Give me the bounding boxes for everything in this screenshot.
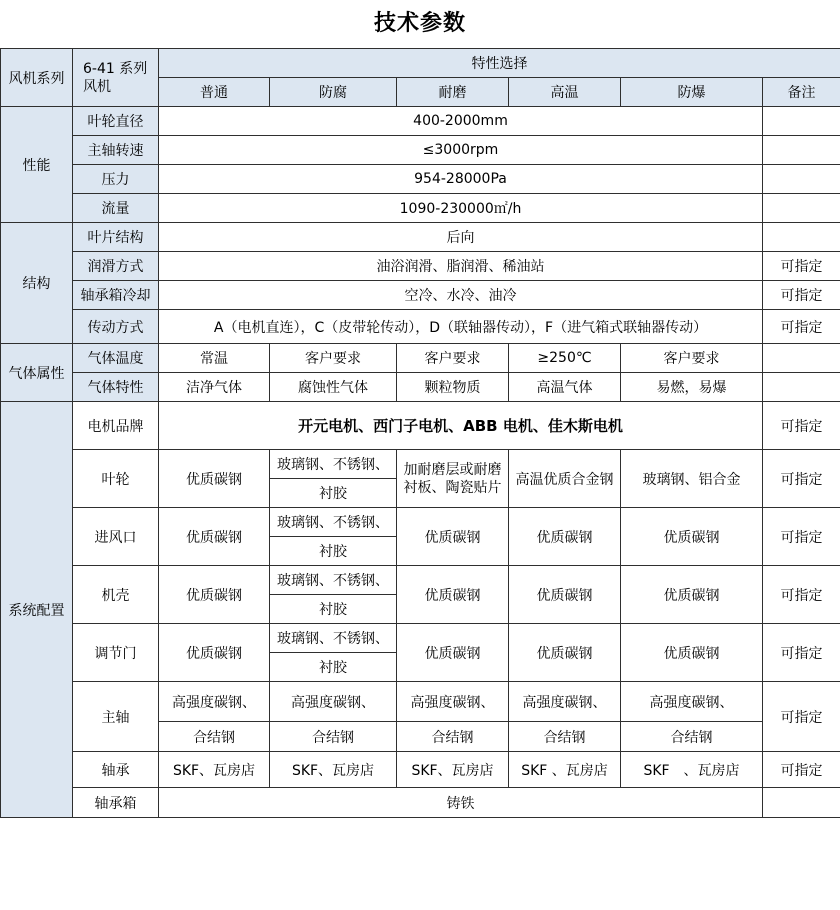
row-value: 油浴润滑、脂润滑、稀油站 <box>159 252 763 281</box>
group-gas: 气体属性 <box>1 344 73 402</box>
row-remark: 可指定 <box>763 252 840 281</box>
row-remark: 可指定 <box>763 508 840 566</box>
row-label: 机壳 <box>73 566 159 624</box>
header-fan-series: 风机系列 <box>1 49 73 107</box>
row-remark <box>763 788 840 818</box>
row-value: A（电机直连），C（皮带轮传动），D（联轴器传动），F（进气箱式联轴器传动） <box>159 310 763 344</box>
cell: 衬胶 <box>270 595 397 624</box>
cell: 优质碳钢 <box>509 566 621 624</box>
row-label: 叶轮 <box>73 450 159 508</box>
row-label: 叶轮直径 <box>73 107 159 136</box>
row-value: 1090-230000㎡/h <box>159 194 763 223</box>
cell: 腐蚀性气体 <box>270 373 397 402</box>
cell: 合结钢 <box>270 722 397 752</box>
cell: SKF、瓦房店 <box>270 752 397 788</box>
cell: 优质碳钢 <box>159 566 270 624</box>
page-title: 技术参数 <box>373 11 466 36</box>
row-remark: 可指定 <box>763 682 840 752</box>
group-system: 系统配置 <box>1 402 73 818</box>
cell: 客户要求 <box>397 344 509 373</box>
row-label: 轴承箱冷却 <box>73 281 159 310</box>
cell: 优质碳钢 <box>397 624 509 682</box>
row-label: 润滑方式 <box>73 252 159 281</box>
cell: 优质碳钢 <box>159 450 270 508</box>
row-label: 气体特性 <box>73 373 159 402</box>
cell: SKF、瓦房店 <box>159 752 270 788</box>
cell: 合结钢 <box>509 722 621 752</box>
row-label: 调节门 <box>73 624 159 682</box>
row-label: 轴承箱 <box>73 788 159 818</box>
cell: 客户要求 <box>621 344 763 373</box>
row-label: 轴承 <box>73 752 159 788</box>
header-option-high-temp: 高温 <box>509 78 621 107</box>
cell: SKF、瓦房店 <box>397 752 509 788</box>
row-remark <box>763 223 840 252</box>
cell: 优质碳钢 <box>397 508 509 566</box>
row-remark: 可指定 <box>763 624 840 682</box>
cell: 优质碳钢 <box>397 566 509 624</box>
row-remark: 可指定 <box>763 402 840 450</box>
row-remark: 可指定 <box>763 752 840 788</box>
row-label: 气体温度 <box>73 344 159 373</box>
row-remark <box>763 194 840 223</box>
cell: 优质碳钢 <box>509 624 621 682</box>
row-remark: 可指定 <box>763 310 840 344</box>
row-label: 进风口 <box>73 508 159 566</box>
cell: 高强度碳钢、 <box>621 682 763 722</box>
header-model: 6-41 系列风机 <box>73 49 159 107</box>
cell: 优质碳钢 <box>621 624 763 682</box>
cell: 颗粒物质 <box>397 373 509 402</box>
cell: 客户要求 <box>270 344 397 373</box>
row-value: ≤3000rpm <box>159 136 763 165</box>
row-label: 主轴 <box>73 682 159 752</box>
cell: 常温 <box>159 344 270 373</box>
cell: 衬胶 <box>270 479 397 508</box>
cell: 洁净气体 <box>159 373 270 402</box>
row-value: 铸铁 <box>159 788 763 818</box>
cell: 合结钢 <box>159 722 270 752</box>
row-remark <box>763 136 840 165</box>
cell: 合结钢 <box>621 722 763 752</box>
row-label: 电机品牌 <box>73 402 159 450</box>
cell: 优质碳钢 <box>509 508 621 566</box>
cell: 高强度碳钢、 <box>397 682 509 722</box>
header-option-explosion: 防爆 <box>621 78 763 107</box>
cell: 衬胶 <box>270 537 397 566</box>
cell: 优质碳钢 <box>159 508 270 566</box>
row-label: 主轴转速 <box>73 136 159 165</box>
cell: 高强度碳钢、 <box>509 682 621 722</box>
row-value: 954-28000Pa <box>159 165 763 194</box>
row-remark: 可指定 <box>763 281 840 310</box>
row-remark <box>763 373 840 402</box>
row-remark <box>763 165 840 194</box>
row-value: 后向 <box>159 223 763 252</box>
motor-brands: 开元电机、西门子电机、ABB 电机、佳木斯电机 <box>159 402 763 450</box>
header-option-normal: 普通 <box>159 78 270 107</box>
cell: 优质碳钢 <box>621 508 763 566</box>
row-value: 空冷、水冷、油冷 <box>159 281 763 310</box>
cell: 加耐磨层或耐磨衬板、陶瓷贴片 <box>397 450 509 508</box>
row-remark: 可指定 <box>763 566 840 624</box>
cell: 合结钢 <box>397 722 509 752</box>
row-remark <box>763 344 840 373</box>
header-option-anticorrosion: 防腐 <box>270 78 397 107</box>
header-option-wear: 耐磨 <box>397 78 509 107</box>
header-feature-select: 特性选择 <box>159 49 840 78</box>
cell: 高温气体 <box>509 373 621 402</box>
cell: 高强度碳钢、 <box>270 682 397 722</box>
row-label: 压力 <box>73 165 159 194</box>
spec-table <box>0 48 840 818</box>
cell: 优质碳钢 <box>159 624 270 682</box>
cell: 高强度碳钢、 <box>159 682 270 722</box>
group-structure: 结构 <box>1 223 73 344</box>
cell: 易燃，易爆 <box>621 373 763 402</box>
row-value: 400-2000mm <box>159 107 763 136</box>
row-label: 叶片结构 <box>73 223 159 252</box>
cell: SKF 、瓦房店 <box>509 752 621 788</box>
cell: 优质碳钢 <box>621 566 763 624</box>
row-remark: 可指定 <box>763 450 840 508</box>
cell: 高温优质合金钢 <box>509 450 621 508</box>
cell: ≥250℃ <box>509 344 621 373</box>
cell: SKF 、瓦房店 <box>621 752 763 788</box>
row-label: 传动方式 <box>73 310 159 344</box>
cell: 玻璃钢、不锈钢、 <box>270 624 397 653</box>
group-performance: 性能 <box>1 107 73 223</box>
header-remark: 备注 <box>763 78 840 107</box>
cell: 衬胶 <box>270 653 397 682</box>
cell: 玻璃钢、不锈钢、 <box>270 508 397 537</box>
row-remark <box>763 107 840 136</box>
cell: 玻璃钢、不锈钢、 <box>270 566 397 595</box>
cell: 玻璃钢、不锈钢、 <box>270 450 397 479</box>
row-label: 流量 <box>73 194 159 223</box>
cell: 玻璃钢、铝合金 <box>621 450 763 508</box>
